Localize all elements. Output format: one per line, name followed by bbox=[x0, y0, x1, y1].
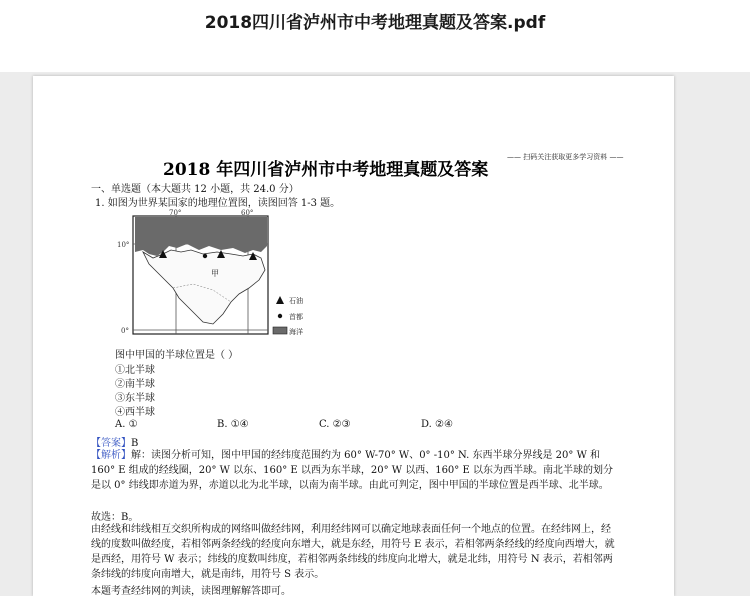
file-title: 2018四川省泸州市中考地理真题及答案.pdf bbox=[204, 13, 546, 33]
legend-oil-label: 石油 bbox=[289, 297, 303, 305]
region-label: 甲 bbox=[211, 269, 219, 278]
lat-label-0: 0° bbox=[121, 327, 129, 335]
pdf-page[interactable] bbox=[33, 76, 674, 596]
lat-label-10: 10° bbox=[117, 241, 130, 249]
document-title: 2018 年四川省泸州市中考地理真题及答案 bbox=[163, 160, 489, 180]
option-item: ②南半球 bbox=[115, 379, 155, 390]
question-text: 图中甲国的半球位置是（ ） bbox=[115, 350, 239, 361]
promo-banner: —— 扫码关注获取更多学习资料 —— bbox=[507, 153, 624, 161]
conclusion-line: 故选：B。 bbox=[91, 512, 139, 523]
sea-swatch bbox=[273, 327, 287, 334]
choice-c: C. ②③ bbox=[319, 419, 351, 430]
answer-line bbox=[91, 434, 138, 449]
dot-icon bbox=[278, 314, 282, 318]
mountain-icon bbox=[276, 296, 284, 304]
choice-a: A. ① bbox=[115, 419, 138, 430]
legend-capital-label: 首都 bbox=[289, 313, 303, 321]
analysis-text: 解：读图分析可知，图中甲国的经纬度范围约为 60° W-70° W、0° -10° N. 东西半球分界线是 20° W 和 160° E 组成的经线圈，20° W 以东、160° E 以西为东半球，20° W 以西、160° E 以东为西半球。南北半球的划分是以 0° 纬线即赤道为界，赤道以北为北半球，以南为南半球。由此可判定，图中甲国的半球位置是西半球、北半球。 bbox=[91, 450, 613, 491]
answer-tag: 【答案】 bbox=[91, 438, 131, 449]
choice-b: B. ①④ bbox=[217, 419, 249, 430]
analysis-paragraph bbox=[91, 448, 619, 493]
viewer-header bbox=[0, 0, 750, 72]
lon-label-60: 60° bbox=[241, 209, 254, 217]
question-stem: 1. 如图为世界某国家的地理位置图，读图回答 1-3 题。 bbox=[95, 198, 341, 209]
lon-label-70: 70° bbox=[169, 209, 182, 217]
choices-row bbox=[115, 419, 453, 430]
dot-icon bbox=[203, 254, 207, 258]
closing-line: 本题考查经纬网的判读，读图理解解答即可。 bbox=[91, 586, 291, 596]
explanation-paragraph: 由经线和纬线相互交织所构成的网络叫做经纬网，利用经纬网可以确定地球表面任何一个地点的位置。在经纬网上，经线的度数叫做经度，若相邻两条经线的经度向东增大，就是东经，用符号 E 表示，若相邻两条经线的经度向西增大，就是西经，用符号 W 表示；纬线的度数叫纬度，若相邻两条纬线的纬度向北增大，就是北纬，用符号 N 表示，若相邻两条纬线的纬度向南增大，就是南纬，用符号 S 表示。 bbox=[91, 524, 615, 580]
option-item: ③东半球 bbox=[115, 393, 155, 404]
analysis-tag: 【解析】 bbox=[91, 450, 131, 461]
legend-sea-label: 海洋 bbox=[289, 328, 303, 336]
country-map-figure bbox=[113, 206, 313, 346]
option-item: ④西半球 bbox=[115, 407, 155, 418]
section-heading: 一、单选题（本大题共 12 小题，共 24.0 分） bbox=[91, 184, 299, 195]
choice-d: D. ②④ bbox=[421, 419, 453, 430]
option-item: ①北半球 bbox=[115, 365, 155, 376]
answer-value: B bbox=[131, 438, 139, 449]
